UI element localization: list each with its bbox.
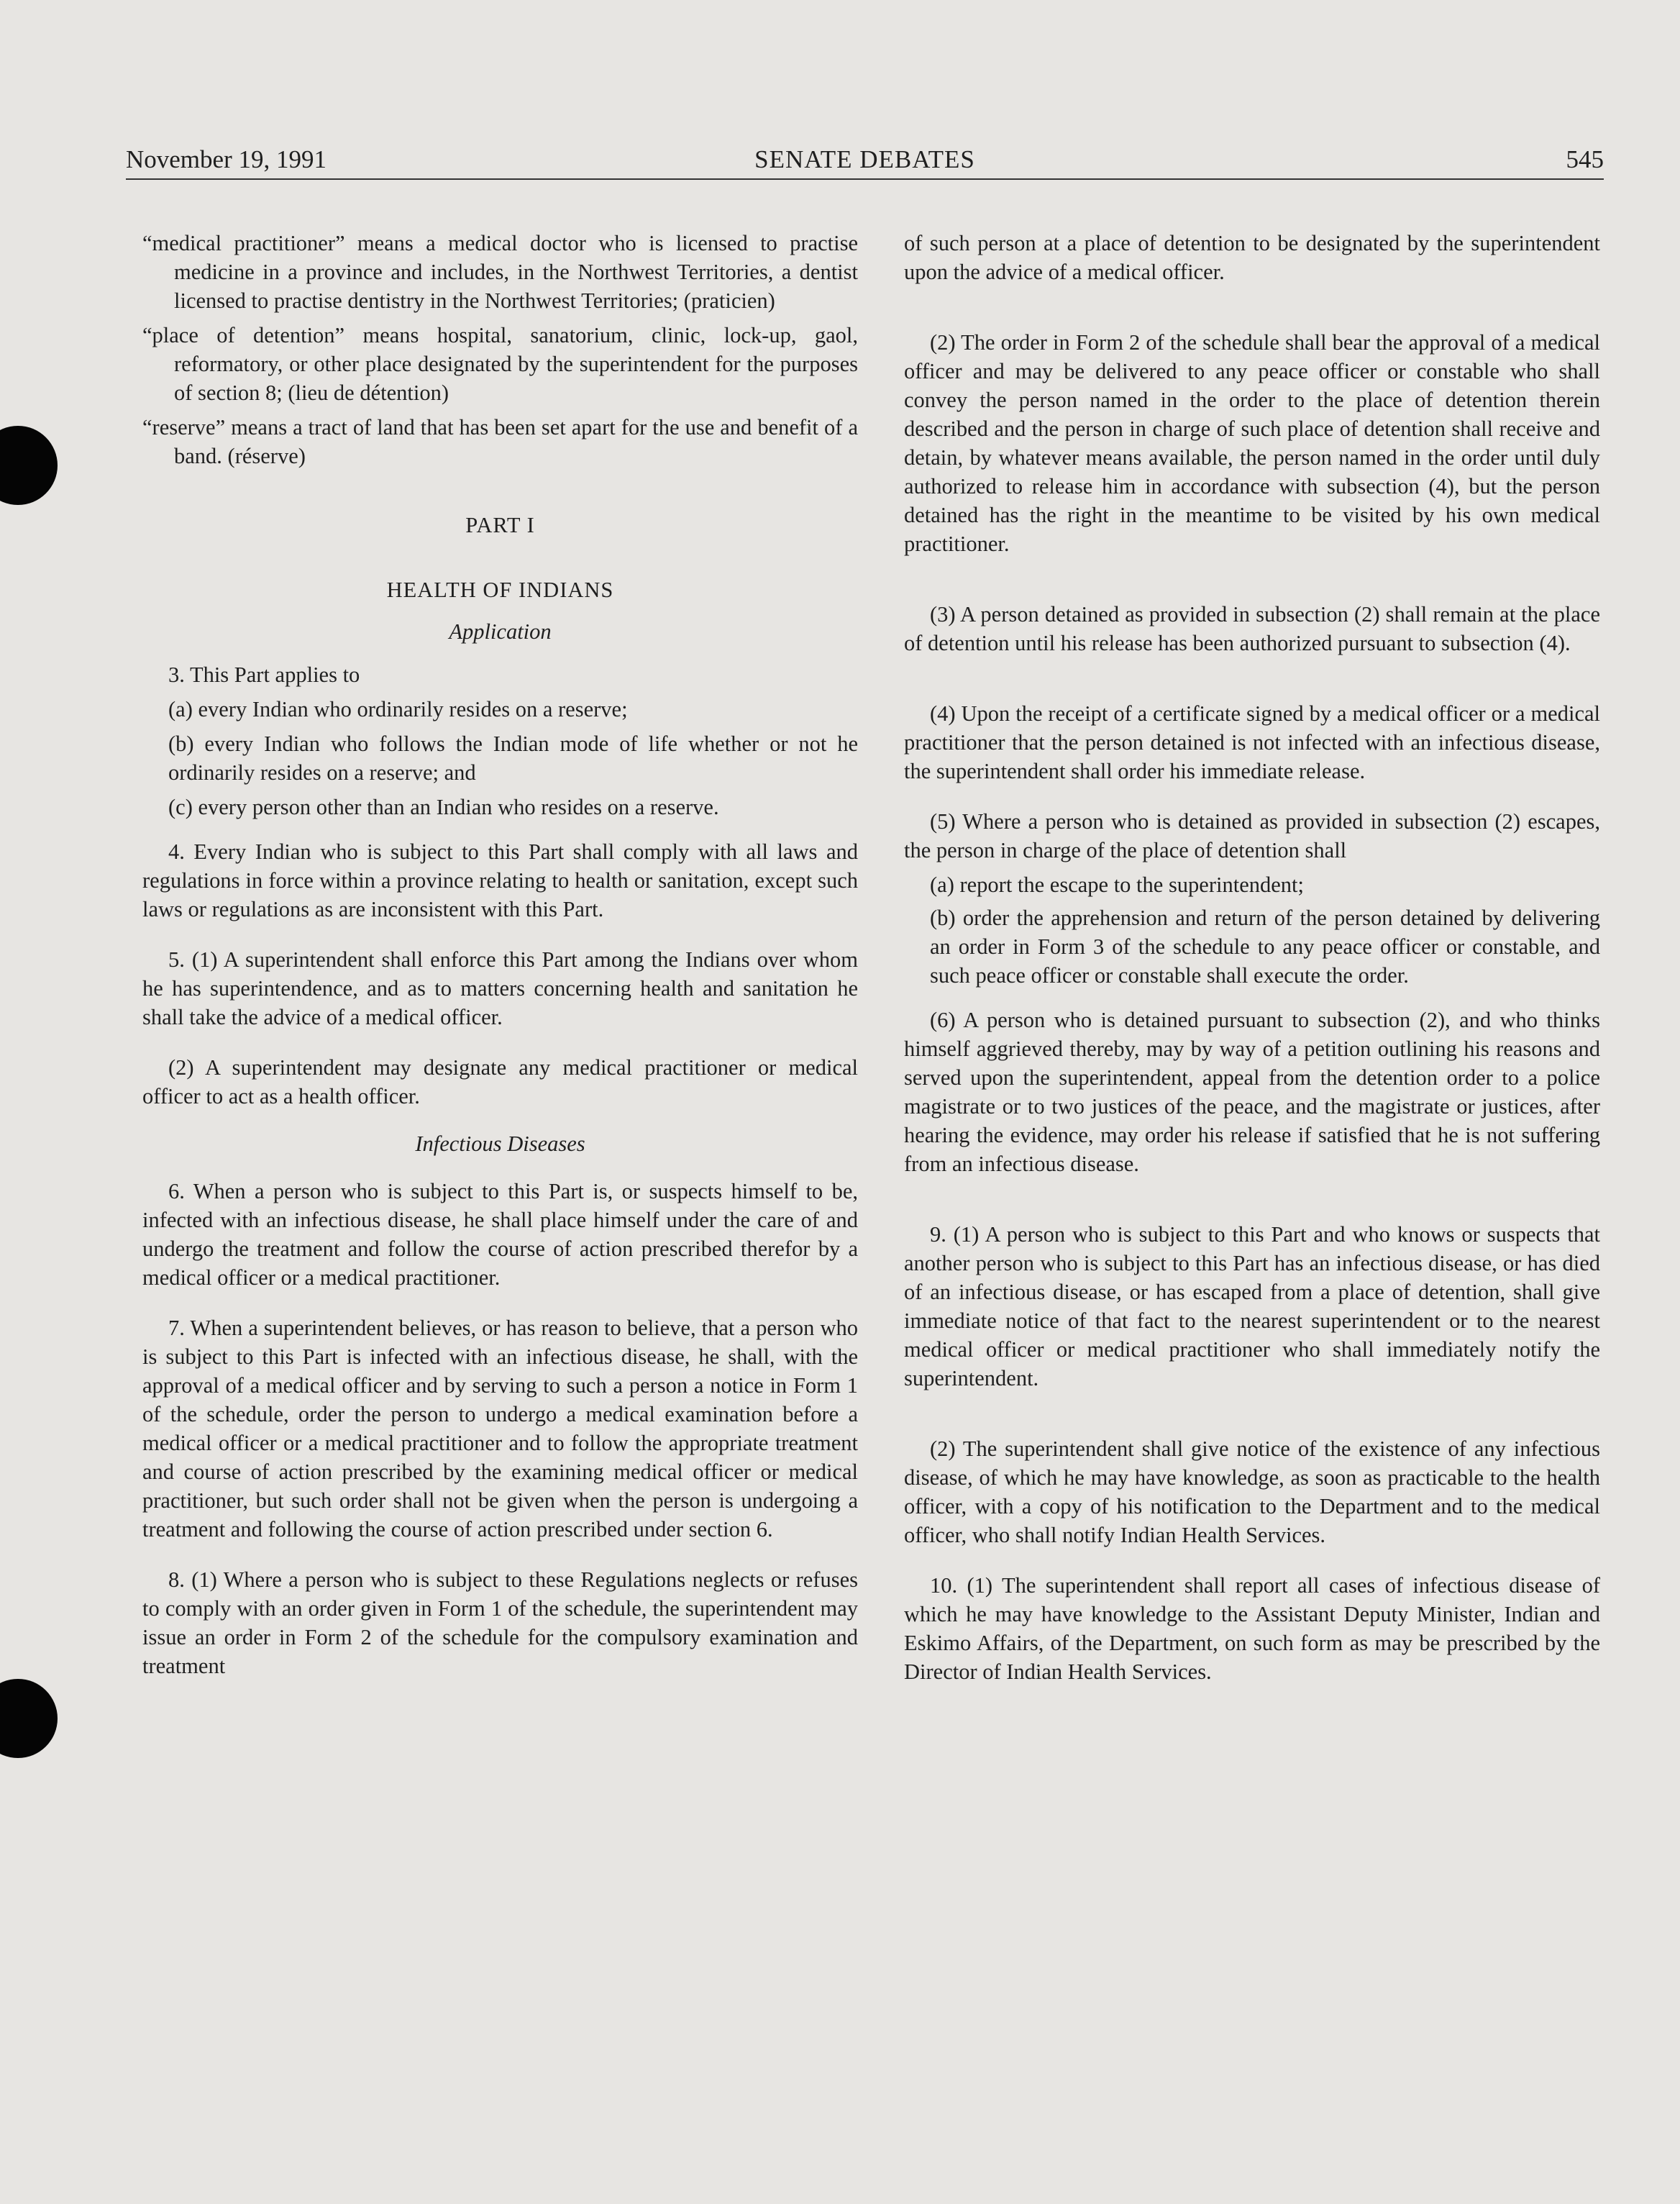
left-column — [142, 229, 858, 1702]
section-4: 4. Every Indian who is subject to this Part shall comply with all laws and regulations in force within a province relating to health or sanitation, except such laws or regulations as are inconsistent with this Part. — [142, 839, 858, 921]
section-8-5-item-a: (a) report the escape to the superintendent; — [930, 873, 1304, 897]
section-9-2: (2) The superintendent shall give notice of the existence of any infectious disease, of which he may have knowledge, as soon as practicable to the health officer, with a copy of his notification to the Department and to the medical officer, who shall notify Indian Health Services. — [904, 1436, 1600, 1547]
section-7: 7. When a superintendent believes, or has reason to believe, that a person who is subject to this Part is infected with an infectious disease, he shall, with the approval of a medical officer and by serving to such a person a notice in Form 1 of the schedule, order the person to undergo a medical examination before a medical officer or a medical practitioner and to follow the appropriate treatment and course of action prescribed by the examining medical officer or medical practitioner, but such order shall not be given when the person is undergoing a treatment and following the course of action prescribed under section 6. — [142, 1316, 858, 1542]
page-header — [126, 141, 1604, 180]
header-date: November 19, 1991 — [126, 145, 327, 173]
section-8-1-start: 8. (1) Where a person who is subject to these Regulations neglects or refuses to comply with an order given in Form 1 of the schedule, the superintendent may issue an order in Form 2 of the schedule for the compulsory examination and treatment — [142, 1567, 858, 1678]
header-title: SENATE DEBATES — [754, 145, 975, 173]
section-5-2: (2) A superintendent may designate any medical practitioner or medical officer to act as a health officer. — [142, 1055, 858, 1108]
section-3-item-b: (b) every Indian who follows the Indian mode of life whether or not he ordinarily resides on a reserve; and — [168, 732, 858, 785]
definition-medical-practitioner: “medical practitioner” means a medical doctor who is licensed to practise medicine in a province and includes, in the Northwest Territories, a dentist licensed to practise dentistry in the Northwest Territories; (praticien) — [142, 231, 858, 313]
section-8-3: (3) A person detained as provided in subsection (2) shall remain at the place of detention until his release has been authorized pursuant to subsection (4). — [904, 602, 1600, 655]
section-8-1-continued: of such person at a place of detention to be designated by the superintendent upon the advice of a medical officer. — [904, 231, 1600, 284]
punch-hole-top — [0, 426, 58, 505]
section-3-item-a: (a) every Indian who ordinarily resides on a reserve; — [168, 697, 628, 721]
section-8-5-intro: (5) Where a person who is detained as provided in subsection (2) escapes, the person in charge of the place of detention shall — [904, 809, 1600, 862]
section-5-1: 5. (1) A superintendent shall enforce this Part among the Indians over whom he has superintendence, and as to matters concerning health and sanitation he shall take the advice of a medical officer. — [142, 947, 858, 1029]
part-heading: PART I — [465, 513, 535, 537]
part-title: HEALTH OF INDIANS — [386, 578, 614, 602]
punch-hole-bottom — [0, 1679, 58, 1758]
section-8-4: (4) Upon the receipt of a certificate signed by a medical officer or a medical practitioner that the person detained is not infected with an infectious disease, the superintendent shall order his immediate release. — [904, 701, 1600, 783]
right-column — [904, 229, 1600, 1708]
section-8-6: (6) A person who is detained pursuant to subsection (2), and who thinks himself aggrieved thereby, may by way of a petition outlining his reasons and served upon the superintendent, appeal from the detention order to a police magistrate or to two justices of the peace, and the magistrate or justices, after hearing the evidence, may order his release if satisfied that he is not suffering from an infectious disease. — [904, 1008, 1600, 1176]
section-9-1: 9. (1) A person who is subject to this Part and who knows or suspects that another person who is subject to this Part has an infectious disease, or has died of an infectious disease, or has escaped from a place of detention, shall give immediate notice of that fact to the nearest superintendent or to the nearest medical officer or medical practitioner who shall immediately notify the superintendent. — [904, 1222, 1600, 1390]
definition-reserve: “reserve” means a tract of land that has been set apart for the use and benefit of a band. (réserve) — [142, 415, 858, 468]
section-3-item-c: (c) every person other than an Indian who resides on a reserve. — [168, 795, 719, 819]
subheading-infectious-diseases: Infectious Diseases — [415, 1131, 585, 1156]
section-8-2: (2) The order in Form 2 of the schedule shall bear the approval of a medical officer and may be delivered to any peace officer or constable who shall convey the person named in the order to the place of detention therein described and the person in charge of such place of detention shall receive and detain, by whatever means available, the person named in the order until duly authorized to release him in accordance with subsection (4), but the person detained has the right in the meantime to be visited by his own medical practitioner. — [904, 330, 1600, 556]
section-8-5-item-b: (b) order the apprehension and return of the person detained by delivering an order in Form 3 of the schedule to any peace officer or constable, and such peace officer or constable shall execute the order. — [930, 906, 1600, 988]
section-3-intro: 3. This Part applies to — [168, 662, 360, 687]
subheading-application: Application — [449, 619, 552, 644]
page-number: 545 — [1566, 145, 1604, 173]
section-6: 6. When a person who is subject to this Part is, or suspects himself to be, infected with an infectious disease, he shall place himself under the care of and undergo the treatment and follow the course of action prescribed therefor by a medical officer or a medical practitioner. — [142, 1179, 858, 1290]
definition-place-of-detention: “place of detention” means hospital, sanatorium, clinic, lock-up, gaol, reformatory, or other place designated by the superintendent for the purposes of section 8; (lieu de détention) — [142, 323, 858, 405]
section-10-1: 10. (1) The superintendent shall report all cases of infectious disease of which he may have knowledge to the Assistant Deputy Minister, Indian and Eskimo Affairs, of the Department, on such form as may be prescribed by the Director of Indian Health Services. — [904, 1573, 1600, 1684]
